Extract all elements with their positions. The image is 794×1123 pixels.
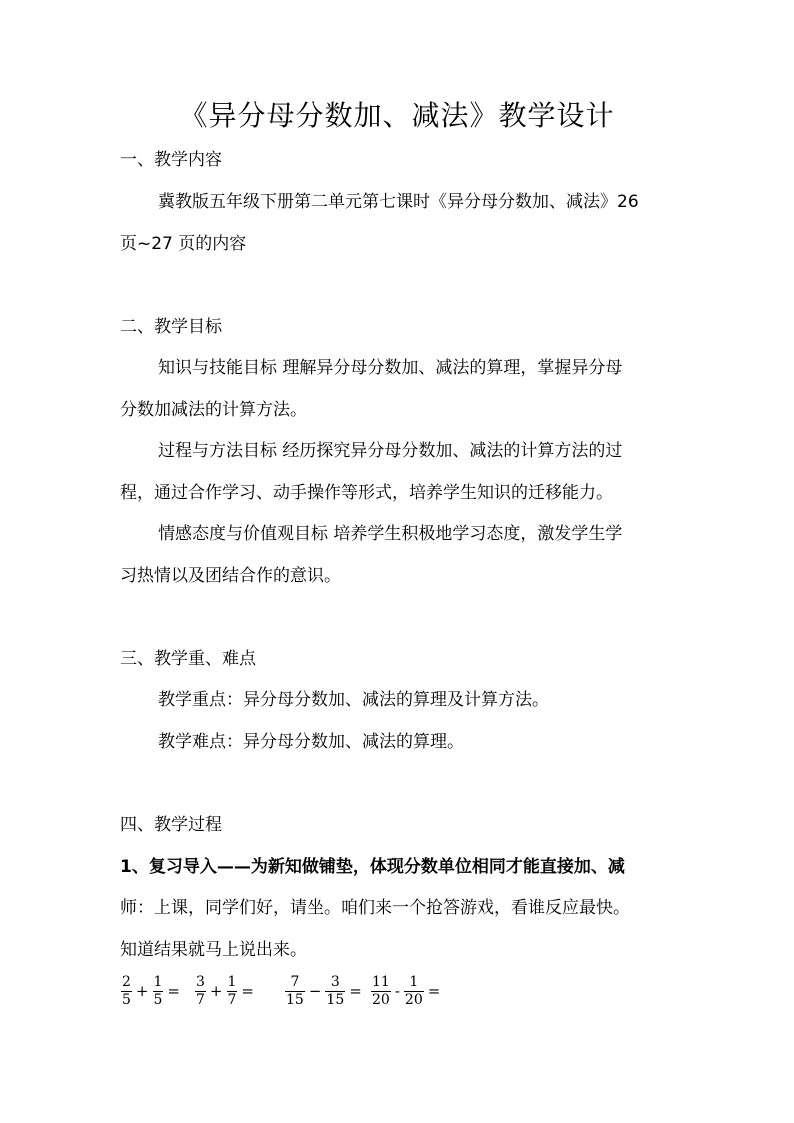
denominator: 5 — [122, 991, 131, 1008]
fraction-expression — [370, 966, 443, 1016]
paragraph-line: 知道结果就马上说出来。 — [120, 940, 307, 960]
operator: + — [135, 982, 149, 1000]
fraction-expression — [120, 966, 183, 1016]
denominator: 15 — [286, 991, 304, 1008]
fraction-expression — [284, 966, 365, 1016]
step-heading: 1、复习导入——为新知做铺垫，体现分数单位相同才能直接加、减 — [120, 857, 625, 877]
fraction — [404, 974, 424, 1009]
fraction — [121, 974, 132, 1009]
numerator: 1 — [227, 973, 237, 990]
equals-sign: = — [349, 982, 362, 1000]
denominator: 7 — [196, 991, 205, 1008]
numerator: 1 — [153, 973, 163, 990]
paragraph-line: 页~27 页的内容 — [120, 234, 247, 254]
numerator: 7 — [290, 973, 300, 990]
fraction — [371, 974, 391, 1009]
paragraph-line: 过程与方法目标 经历探究异分母分数加、减法的计算方法的过 — [158, 441, 623, 461]
section-heading-keypoints: 三、教学重、难点 — [120, 649, 256, 669]
paragraph-line: 知识与技能目标 理解异分母分数加、减法的算理，掌握异分母 — [158, 358, 623, 378]
fraction — [325, 974, 345, 1009]
fraction — [285, 974, 305, 1009]
page-title: 《异分母分数加、减法》教学设计 — [179, 99, 615, 132]
section-heading-content: 一、教学内容 — [120, 150, 222, 170]
numerator: 2 — [122, 973, 131, 990]
denominator: 15 — [326, 991, 345, 1008]
numerator: 3 — [330, 973, 340, 990]
denominator: 20 — [404, 991, 423, 1008]
paragraph-line: 习热情以及团结合作的意识。 — [120, 566, 341, 586]
fraction-exercises — [120, 966, 540, 1016]
denominator: 20 — [372, 991, 390, 1008]
numerator: 11 — [372, 973, 390, 990]
paragraph-line: 师：上课，同学们好，请坐。咱们来一个抢答游戏，看谁反应最快。 — [120, 898, 630, 918]
operator: + — [209, 982, 223, 1000]
paragraph-line: 冀教版五年级下册第二单元第七课时《异分母分数加、减法》26 — [158, 192, 639, 212]
paragraph-line: 程，通过合作学习、动手操作等形式，培养学生知识的迁移能力。 — [120, 483, 613, 503]
fraction — [153, 974, 164, 1009]
paragraph-line: 情感态度与价值观目标 培养学生积极地学习态度，激发学生学 — [158, 524, 623, 544]
equals-sign: = — [427, 982, 441, 1000]
denominator: 5 — [153, 991, 163, 1008]
equals-sign: = — [241, 982, 254, 1000]
fraction — [195, 974, 206, 1009]
paragraph-line: 教学难点：异分母分数加、减法的算理。 — [158, 732, 464, 752]
numerator: 1 — [409, 973, 419, 990]
paragraph-line: 教学重点：异分母分数加、减法的算理及计算方法。 — [158, 690, 549, 710]
section-heading-goals: 二、教学目标 — [120, 317, 222, 337]
numerator: 3 — [196, 973, 205, 990]
fraction-expression — [194, 966, 257, 1016]
section-heading-process: 四、教学过程 — [120, 815, 222, 835]
paragraph-line: 分数加减法的计算方法。 — [120, 400, 307, 420]
fraction — [227, 974, 238, 1009]
equals-sign: = — [167, 982, 180, 1000]
operator: - — [394, 982, 400, 1000]
denominator: 7 — [227, 991, 237, 1008]
operator: − — [308, 982, 322, 1000]
